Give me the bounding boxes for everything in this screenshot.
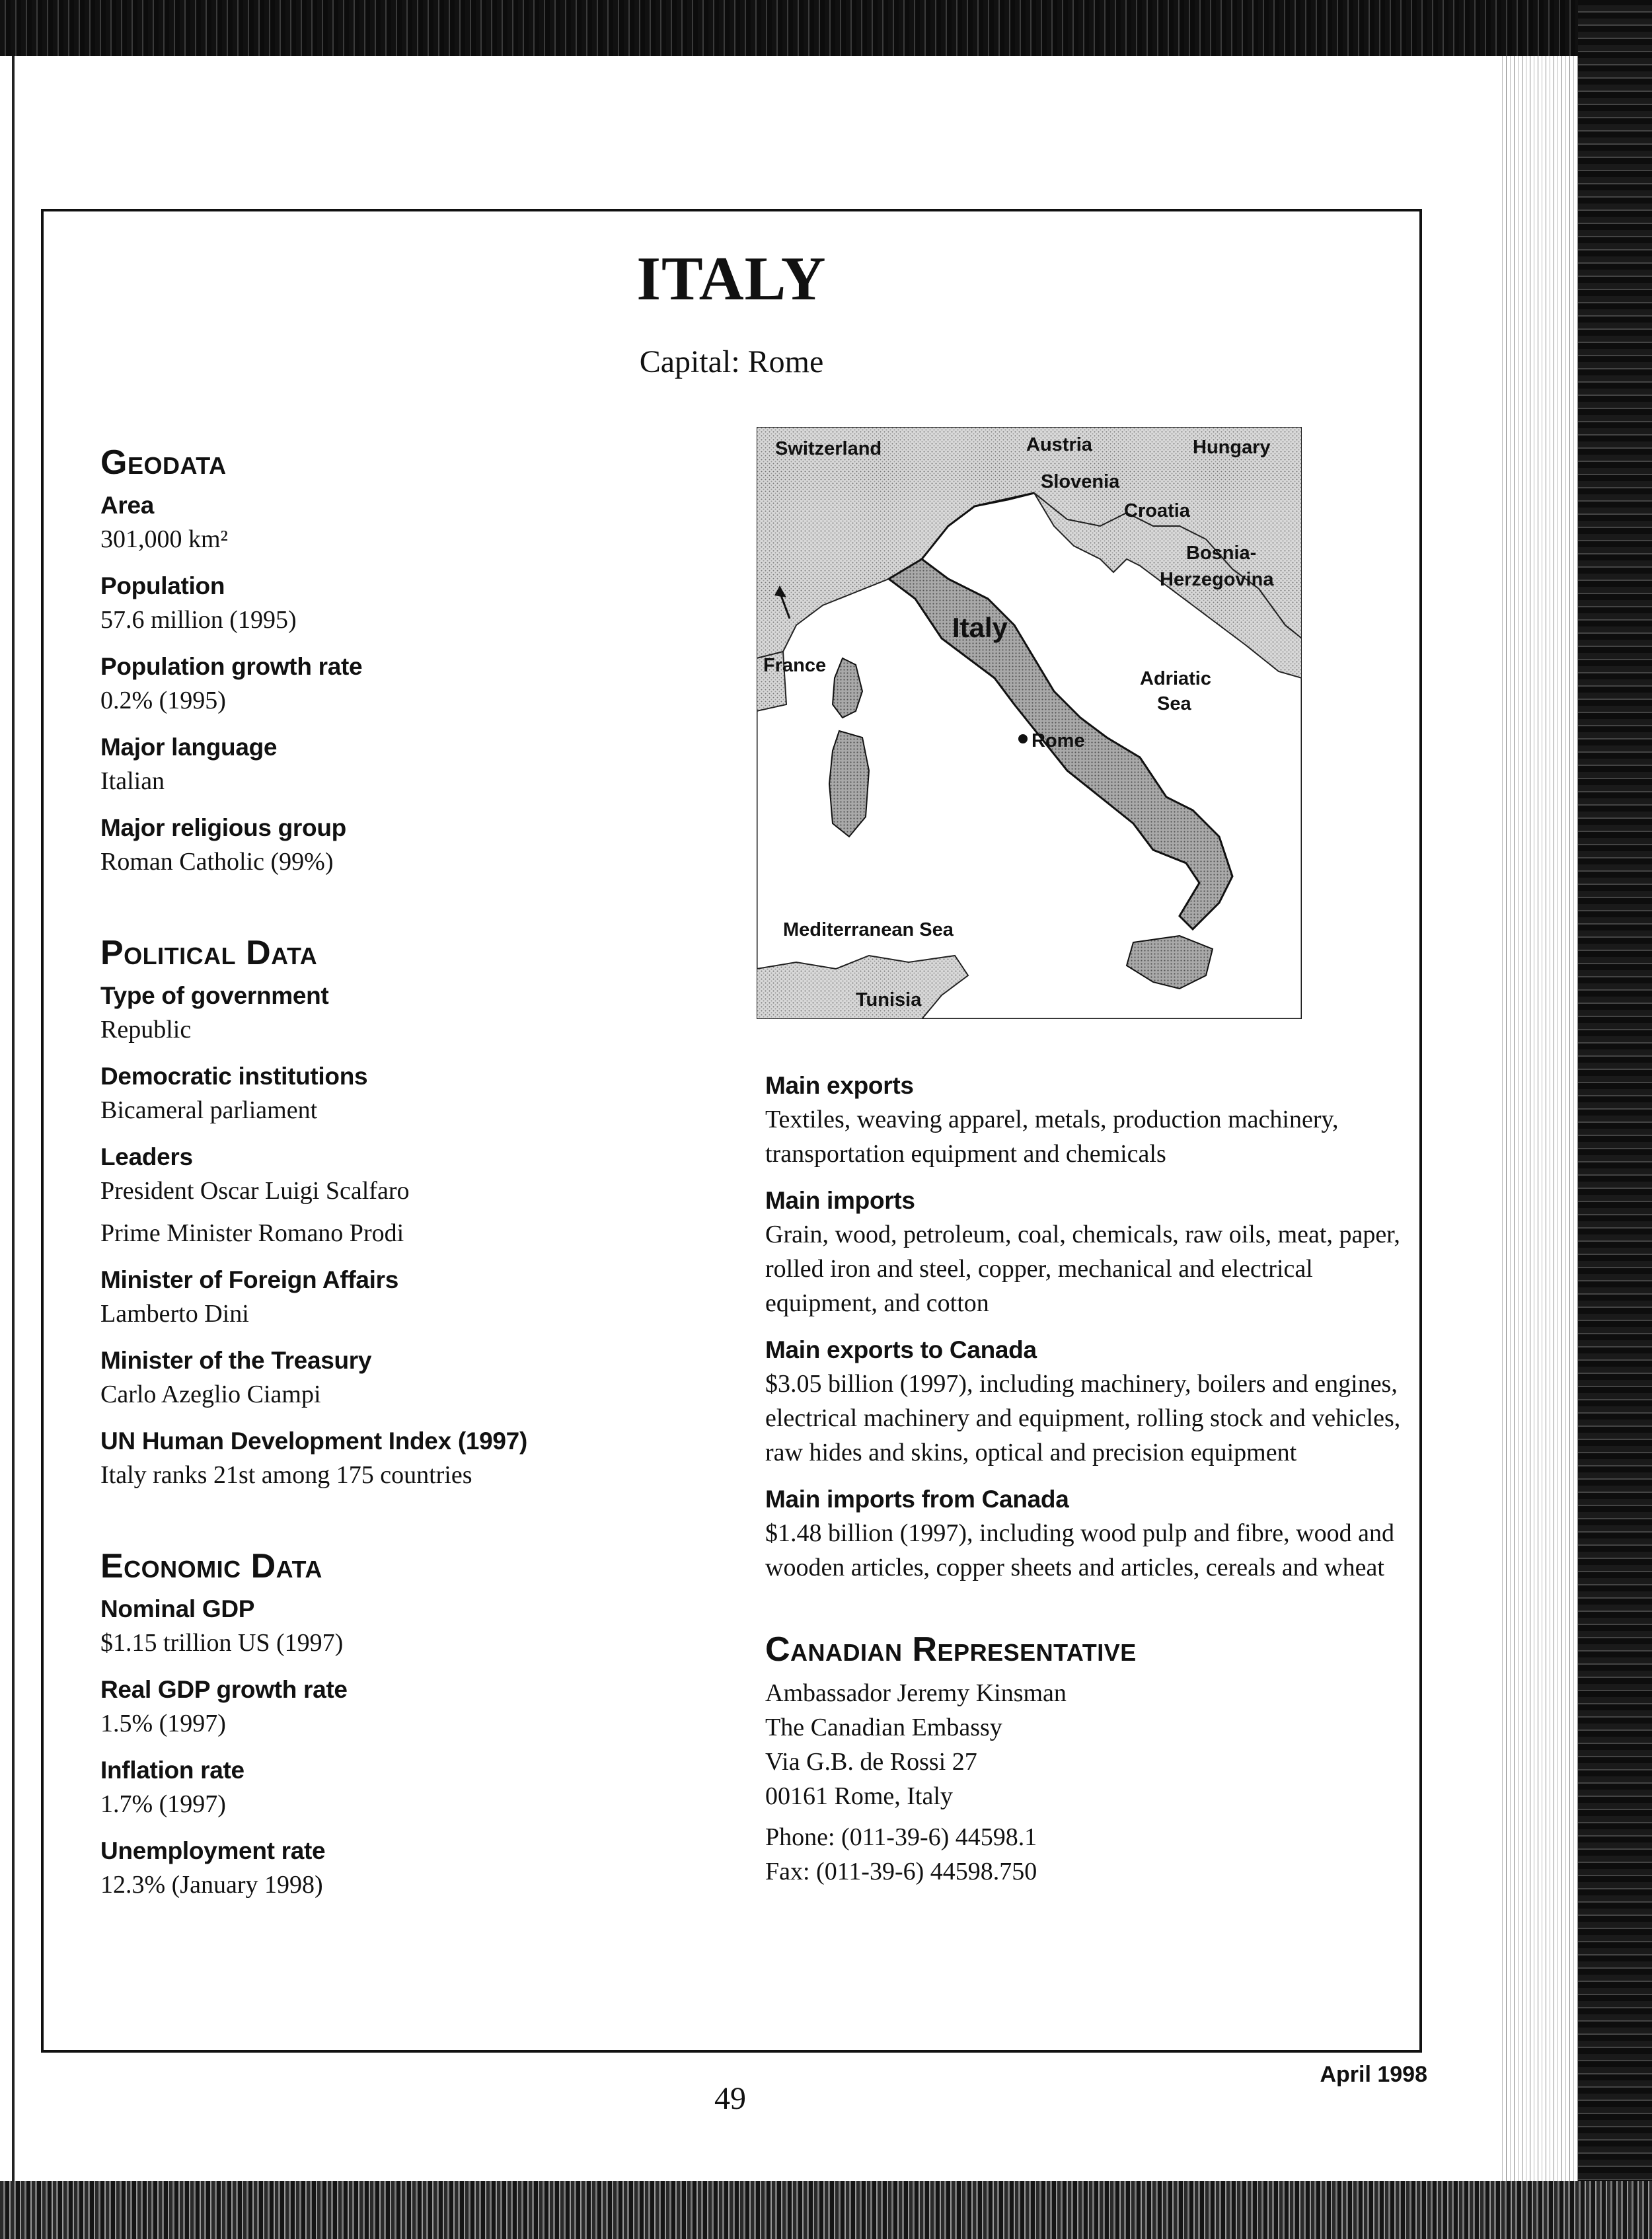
area-value: 301,000 km² — [100, 525, 228, 553]
treasury-minister-label: Minister of the Treasury — [100, 1347, 372, 1374]
page-title: ITALY — [636, 245, 827, 313]
book-spine — [1499, 56, 1578, 2181]
map-label-italy: Italy — [952, 612, 1008, 643]
imports-from-canada-label: Main imports from Canada — [765, 1486, 1069, 1513]
section-gap — [765, 1598, 1426, 1630]
institutions-label: Democratic institutions — [100, 1063, 368, 1090]
hdi-label: UN Human Development Index (1997) — [100, 1427, 527, 1455]
main-imports-label: Main imports — [765, 1187, 915, 1214]
geodata-heading: Geodata — [100, 443, 227, 482]
map-label-switzerland: Switzerland — [775, 438, 882, 459]
sardinia — [829, 731, 869, 837]
map-label-adriatic-2: Sea — [1157, 693, 1191, 714]
section-gap — [100, 892, 735, 933]
embassy-city: 00161 Rome, Italy — [765, 1782, 953, 1810]
leader-prime-minister: Prime Minister Romano Prodi — [100, 1219, 404, 1247]
embassy-street: Via G.B. de Rossi 27 — [765, 1748, 977, 1776]
map-label-austria: Austria — [1026, 434, 1092, 455]
treasury-minister-value: Carlo Azeglio Ciampi — [100, 1381, 321, 1408]
exports-to-canada-value: $3.05 billion (1997), including machinery, boilers and engines, electrical machinery and equipment, rolling stock and vehicles, raw hides and skins, optical and precision equipment — [765, 1370, 1401, 1466]
political-section — [100, 933, 735, 1492]
unemployment-value: 12.3% (January 1998) — [100, 1871, 323, 1899]
economic-section — [100, 1546, 735, 1902]
inflation-value: 1.7% (1997) — [100, 1790, 226, 1818]
population-label: Population — [100, 572, 225, 599]
foreign-minister-label: Minister of Foreign Affairs — [100, 1266, 399, 1293]
representative-heading: Canadian Representative — [765, 1630, 1137, 1669]
population-growth-value: 0.2% (1995) — [100, 687, 226, 714]
gdp-growth-value: 1.5% (1997) — [100, 1710, 226, 1737]
language-label: Major language — [100, 734, 278, 761]
representative-section — [765, 1630, 1426, 1889]
political-heading: Political Data — [100, 934, 318, 972]
embassy-phone: Phone: (011-39-6) 44598.1 — [765, 1823, 1037, 1851]
leaders-label: Leaders — [100, 1143, 193, 1170]
hdi-value: Italy ranks 21st among 175 countries — [100, 1461, 472, 1489]
map-label-bosnia-2: Herzegovina — [1160, 569, 1274, 590]
capital-line: Capital: Rome — [639, 344, 824, 379]
inflation-label: Inflation rate — [100, 1757, 244, 1784]
embassy-name: The Canadian Embassy — [765, 1714, 1002, 1741]
exports-to-canada-label: Main exports to Canada — [765, 1336, 1037, 1363]
scan-border-top — [0, 0, 1652, 56]
geodata-section — [100, 443, 735, 879]
map-label-france: France — [763, 655, 827, 676]
section-gap — [100, 1505, 735, 1546]
page-edge-line — [12, 56, 15, 2181]
main-imports-value: Grain, wood, petroleum, coal, chemicals, raw oils, meat, paper, rolled iron and steel, copper, mechanical and electrical equipment, and cotton — [765, 1221, 1400, 1317]
italy-map — [757, 427, 1302, 1019]
scan-border-bottom — [0, 2181, 1652, 2239]
religion-value: Roman Catholic (99%) — [100, 848, 334, 876]
main-exports-label: Main exports — [765, 1072, 914, 1099]
government-label: Type of government — [100, 982, 329, 1009]
map-label-croatia: Croatia — [1124, 500, 1190, 521]
population-growth-label: Population growth rate — [100, 653, 363, 680]
religion-label: Major religious group — [100, 814, 346, 841]
right-column — [765, 1069, 1426, 1889]
left-column — [100, 443, 735, 1915]
map-label-adriatic-1: Adriatic — [1140, 668, 1211, 689]
area-label: Area — [100, 492, 155, 519]
map-label-tunisia: Tunisia — [856, 989, 922, 1010]
leader-president: President Oscar Luigi Scalfaro — [100, 1177, 410, 1205]
page-number: 49 — [714, 2081, 746, 2116]
nominal-gdp-label: Nominal GDP — [100, 1595, 255, 1622]
rome-dot — [1018, 734, 1028, 743]
foreign-minister-value: Lamberto Dini — [100, 1300, 249, 1328]
imports-from-canada-value: $1.48 billion (1997), including wood pulp and fibre, wood and wooden articles, copper sheets and articles, cereals and wheat — [765, 1519, 1394, 1581]
economic-heading: Economic Data — [100, 1547, 322, 1585]
ambassador-name: Ambassador Jeremy Kinsman — [765, 1679, 1067, 1707]
gdp-growth-label: Real GDP growth rate — [100, 1676, 348, 1703]
map-label-hungary: Hungary — [1193, 437, 1271, 458]
leaders-list — [100, 1174, 735, 1250]
map-label-mediterranean: Mediterranean Sea — [783, 919, 954, 940]
map-label-rome: Rome — [1032, 730, 1085, 751]
nominal-gdp-value: $1.15 trillion US (1997) — [100, 1629, 344, 1657]
main-exports-value: Textiles, weaving apparel, metals, production machinery, transportation equipment and chemicals — [765, 1106, 1339, 1168]
contact-gap — [765, 1813, 1426, 1820]
map-label-slovenia: Slovenia — [1041, 471, 1120, 492]
government-value: Republic — [100, 1016, 192, 1044]
language-value: Italian — [100, 767, 165, 795]
map-label-bosnia-1: Bosnia- — [1186, 543, 1257, 564]
scan-border-right — [1578, 0, 1652, 2239]
publication-date: April 1998 — [1320, 2062, 1427, 2087]
unemployment-label: Unemployment rate — [100, 1837, 326, 1864]
institutions-value: Bicameral parliament — [100, 1096, 318, 1124]
population-value: 57.6 million (1995) — [100, 606, 297, 634]
embassy-fax: Fax: (011-39-6) 44598.750 — [765, 1858, 1037, 1885]
